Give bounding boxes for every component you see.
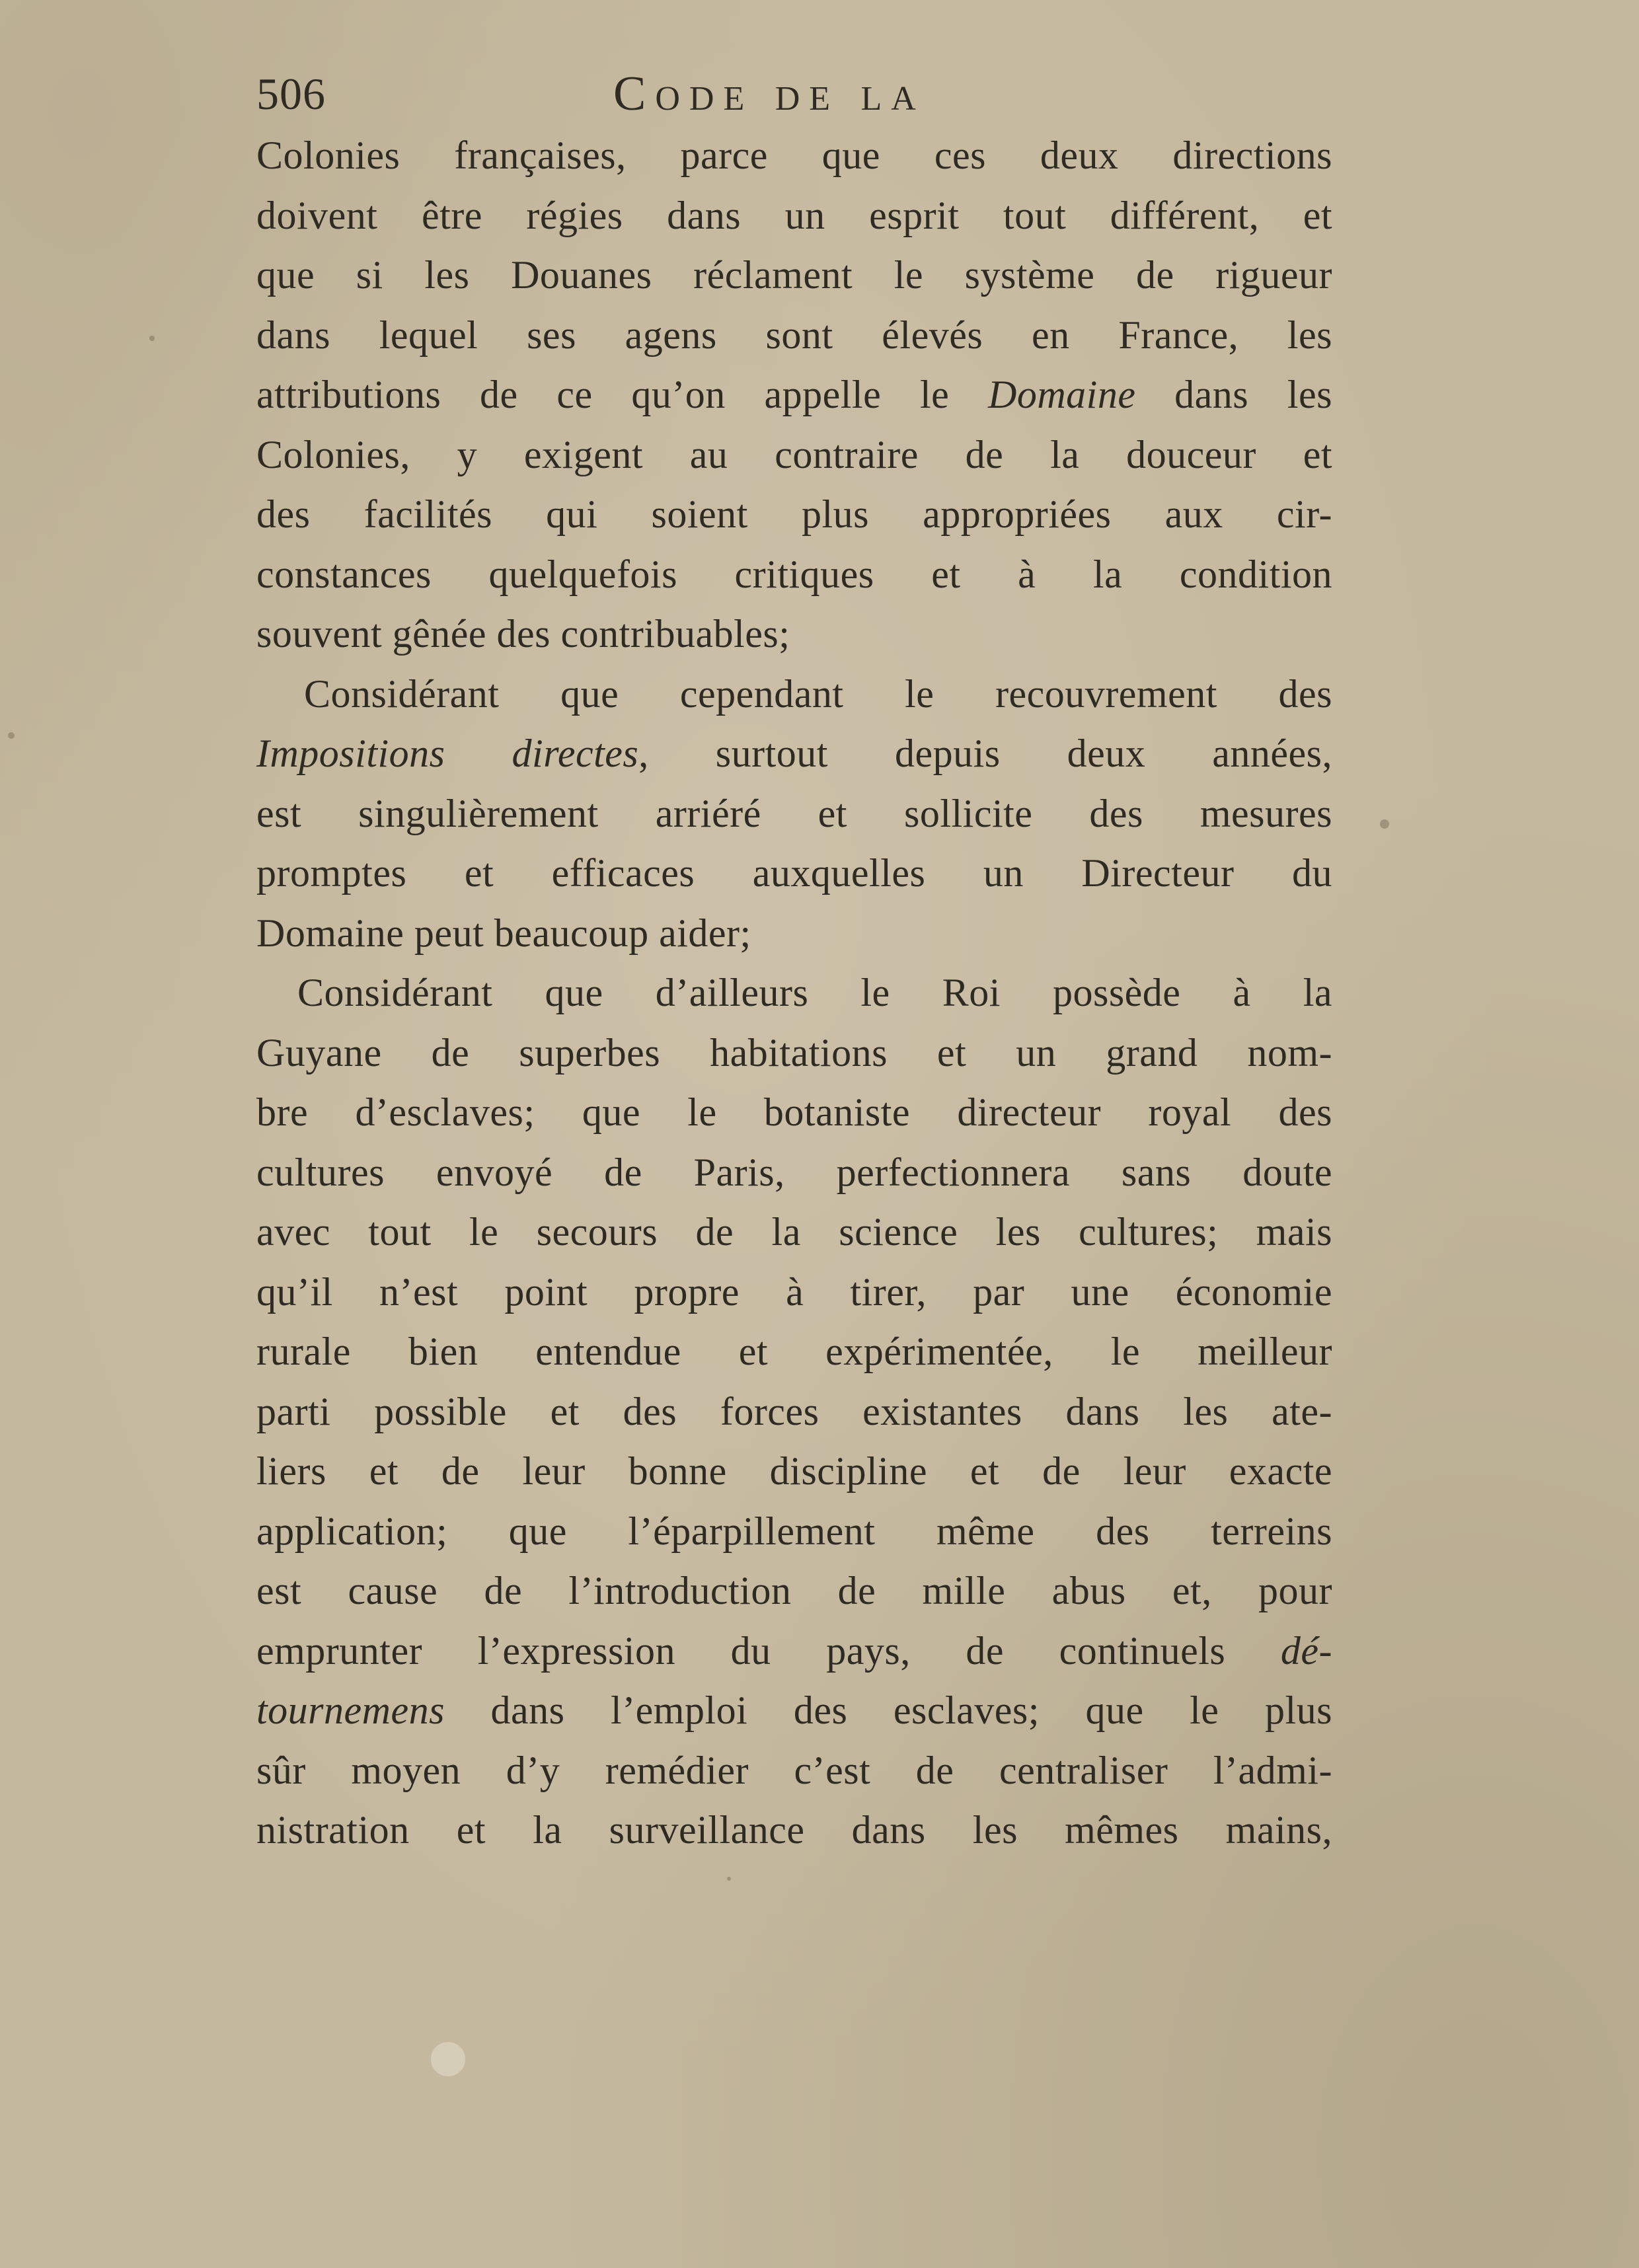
text-line	[256, 1681, 1332, 1741]
text-line: souvent gênée des contribuables;	[256, 612, 790, 656]
text-line: nistration et la surveillance dans les mêmes mains,	[256, 1808, 1332, 1852]
text-line: liers et de leur bonne discipline et de leur exacte	[256, 1449, 1332, 1493]
italic-text: dé-	[1280, 1628, 1332, 1673]
text-line: sûr moyen d’y remédier c’est de centraliser l’admi-	[256, 1748, 1332, 1792]
text-line: Colonies françaises, parce que ces deux directions	[256, 133, 1332, 177]
text-line: que si les Douanes réclament le système de rigueur	[256, 253, 1332, 297]
text-line: Guyane de superbes habitations et un grand nom-	[256, 1030, 1332, 1075]
running-head	[256, 61, 1340, 127]
paper-speck	[149, 336, 155, 341]
text-line: Domaine peut beaucoup aider;	[256, 911, 751, 955]
text-line: application; que l’éparpillement même des terreins	[256, 1509, 1332, 1553]
text-line: promptes et efficaces auxquelles un Directeur du	[256, 851, 1332, 895]
paper-speck	[1380, 819, 1389, 829]
text-run: emprunter l’expression du pays, de continuels	[256, 1628, 1281, 1673]
text-line: des facilités qui soient plus appropriées aux cir-	[256, 492, 1332, 536]
text-line: constances quelquefois critiques et à la condition	[256, 552, 1332, 596]
text-run: , surtout depuis deux années,	[638, 732, 1332, 775]
body-text	[256, 126, 1332, 1860]
text-line: bre d’esclaves; que le botaniste directeur royal des	[256, 1090, 1332, 1134]
text-line: rurale bien entendue et expérimentée, le meilleur	[256, 1330, 1332, 1373]
running-head-title: Code de la	[613, 67, 925, 121]
text-line: Considérant que d’ailleurs le Roi possède à la	[297, 971, 1332, 1014]
text-run: dans l’emploi des esclaves; que le plus	[444, 1688, 1332, 1732]
text-run: attributions de ce qu’on appelle le	[256, 373, 988, 416]
page-number: 506	[256, 69, 326, 119]
italic-text: Impositions directes	[256, 732, 639, 775]
italic-text: Domaine	[987, 373, 1136, 416]
text-line	[256, 1621, 1332, 1681]
text-run: dans les	[1135, 373, 1333, 416]
text-line: Colonies, y exigent au contraire de la douceur et	[256, 432, 1332, 476]
text-line: est cause de l’introduction de mille abus et, pour	[256, 1569, 1332, 1612]
text-line: avec tout le secours de la science les cultures; mais	[256, 1210, 1332, 1254]
text-line: parti possible et des forces existantes dans les ate-	[256, 1389, 1332, 1433]
text-line: Considérant que cependant le recouvrement des	[304, 671, 1332, 716]
text-line: est singulièrement arriéré et sollicite des mesures	[256, 791, 1332, 835]
text-line: qu’il n’est point propre à tirer, par une économie	[256, 1269, 1332, 1314]
paper-speck	[8, 732, 15, 739]
text-line	[256, 724, 1332, 784]
text-line: dans lequel ses agens sont élevés en France, les	[256, 313, 1332, 357]
italic-text: tournemens	[256, 1688, 445, 1732]
text-line	[256, 365, 1332, 425]
paper-spot	[431, 2042, 465, 2076]
text-line: cultures envoyé de Paris, perfectionnera sans doute	[256, 1150, 1332, 1194]
text-line: doivent être régies dans un esprit tout différent, et	[256, 193, 1332, 237]
paper-speck	[727, 1877, 731, 1881]
